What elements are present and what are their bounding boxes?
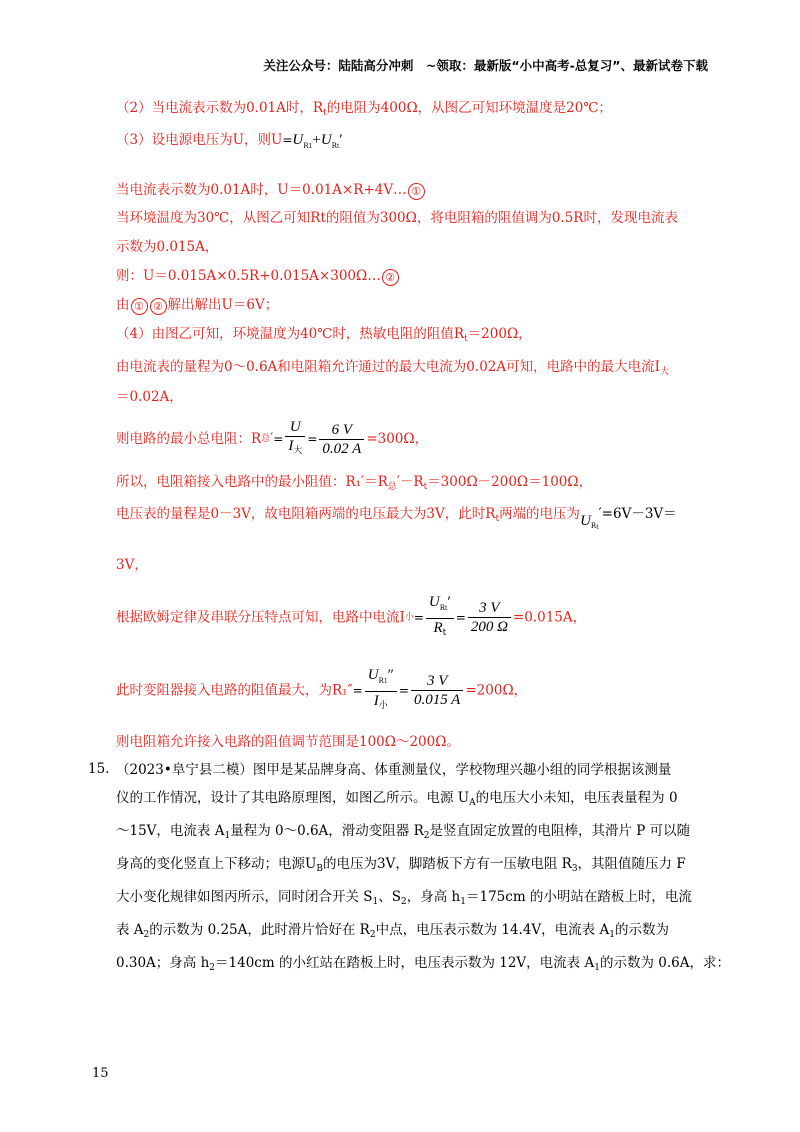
- solution-line: 3V，: [116, 557, 148, 573]
- equation-2-line: 则：U＝0.015A×0.5R+0.015A×300Ω… ②: [116, 267, 400, 286]
- circled-2: ②: [382, 269, 399, 286]
- page-header: 关注公众号：陆陆高分冲刺 ~领取：最新版“小中高考-总复习”、最新试卷下载: [263, 58, 708, 73]
- circled-1: ①: [408, 183, 425, 200]
- circled-1: ①: [131, 298, 148, 315]
- solution-part-2: （2）当电流表示数为0.01A时，$R_t$的电阻为400Ω，从图乙可知环境温度是20℃；: [116, 100, 612, 118]
- fraction-values: $\frac{6 V}{0.02 A}$: [319, 421, 364, 458]
- solution-line: ＝0.02A，: [116, 389, 183, 405]
- max-resistance-line: 此时变阻器接入电路的阻值最大，为R₁″= $\frac{U_{R1}''}{I_小}$ = $\frac{3 V}{0.015 A}$ =200Ω，: [116, 666, 527, 715]
- page-number: 15: [92, 1066, 109, 1081]
- min-resistor-box-line: 所以，电阻箱接入电路中的最小阻值：$R_1'=R_总'-R_t=300\Omega-200\Omega=100\Omega$，: [116, 474, 593, 492]
- fraction-u-over-r: $\frac{U_{Rt}'}{R_t}$: [426, 593, 454, 642]
- solution-conclusion: 则电阻箱允许接入电路的阻值调节范围是100Ω～200Ω。: [116, 734, 460, 750]
- fraction-u-over-i: $\frac{U}{I_大}$: [285, 418, 305, 460]
- circled-2: ②: [150, 298, 167, 315]
- solution-line: 由电流表的量程为0～0.6A和电阻箱允许通过的最大电流为0.02A可知，电路中的最大电流$I_大$: [116, 359, 669, 377]
- solution-part-4: （4）由图乙可知，环境温度为40℃时，热敏电阻的阻值$R_t=200\Omega$，: [116, 326, 532, 344]
- question-number: 15.: [88, 761, 110, 777]
- min-current-line: 根据欧姆定律及串联分压特点可知，电路中电流I小= $\frac{U_{Rt}'}{R_t}$ = $\frac{3 V}{200 \Omega}$ =0.015A，: [116, 593, 586, 642]
- voltmeter-line: 电压表的量程是0－3V，故电阻箱两端的电压最大为3V，此时$R_t$两端的电压为$U_{Rt}'=6V-3V=$: [116, 506, 677, 531]
- question-15-text: （2023•阜宁县二模）图甲是某品牌身高、体重测量仪，学校物理兴趣小组的同学根据该测量 仪的工作情况，设计了其电路原理图，如图乙所示。电源 $U_A$的电压大小未知，电压表量程为 0 ～15V，电流表 $A_1$量程为 0～0.6A，滑动变阻器 $R_2$是竖直固定放置的电阻棒，其滑片 P 可以随 身高的变化竖直上下移动；电源$U_B$的电压为3V，脚踏板下方有一压敏电阻 $R_3$，其阻值随压力 F 大小变化规律如图丙所示，同时闭合开关 $S_1$、$S_2$，身高 $h_1=175cm$ 的小明站在踏板上时，电流 表 $A_2$的示数为 0.25A，此时滑片恰好在 $R_2$中点，电压表示数为 14.4V，电流表 $A_1$的示数为 0.30A；身高 $h_2=140cm$ 的小红站在踏板上时，电压表示数为 12V，电流表 $A_1$的示数为 0.6A，求：: [116, 762, 730, 973]
- fraction-values: $\frac{3 V}{200 \Omega}$: [468, 599, 511, 636]
- solve-result-line: 由 ① ② 解出解出U＝6V；: [116, 297, 279, 313]
- fraction-values: $\frac{3 V}{0.015 A}$: [411, 672, 463, 709]
- solution-line: 示数为0.015A，: [116, 239, 219, 255]
- equation-1-line: 当电流表示数为0.01A时，U＝0.01A×R+4V… ①: [116, 181, 426, 200]
- solution-line: 当环境温度为30℃，从图乙可知Rt的阻值为300Ω，将电阻箱的阻值调为0.5R时，发现电流表: [116, 210, 678, 226]
- solution-part-3-intro: （3）设电源电压为U，则$U=U_{R1}+U_{Rt}'$: [116, 132, 343, 150]
- min-resistance-line: 则电路的最小总电阻：R总′= $\frac{U}{I_大}$ = $\frac{6 V}{0.02 A}$ =300Ω，: [116, 418, 428, 460]
- fraction-u-over-i: $\frac{U_{R1}''}{I_小}$: [365, 666, 397, 715]
